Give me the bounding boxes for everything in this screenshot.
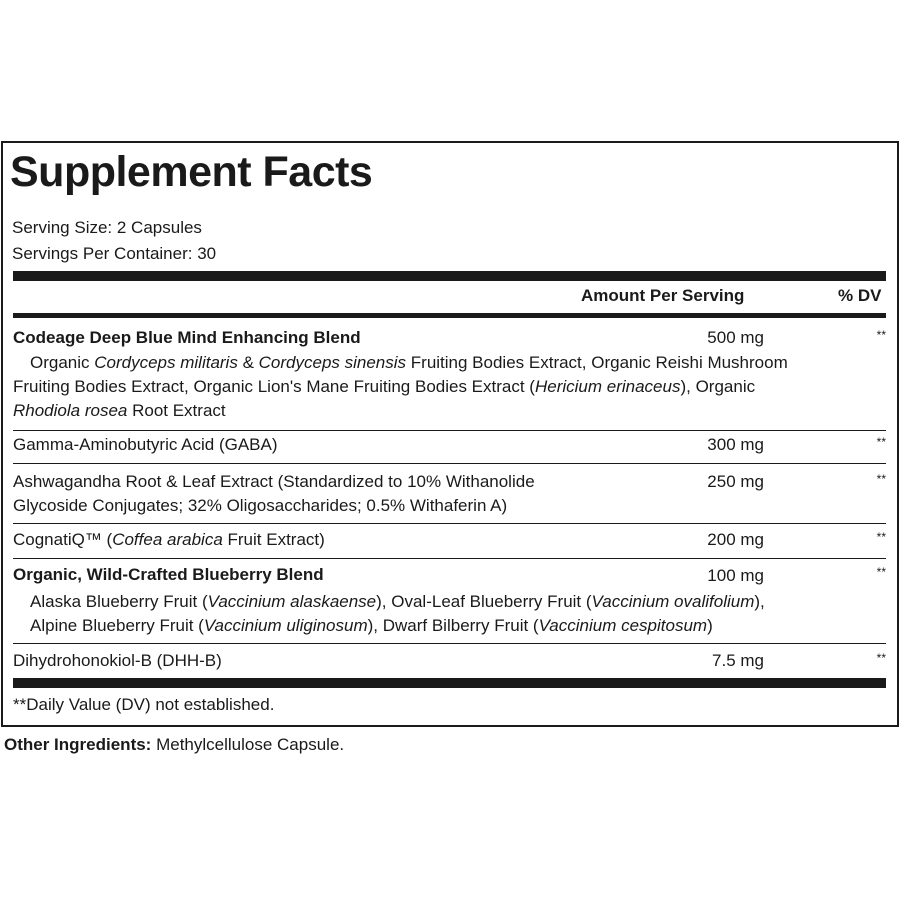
header-amount-per-serving: Amount Per Serving [581, 286, 745, 305]
row-divider [13, 463, 886, 464]
label-title: Supplement Facts [10, 148, 373, 196]
medium-divider [13, 313, 886, 318]
other-ingredients-value: Methylcellulose Capsule. [151, 735, 345, 754]
other-ingredients [4, 736, 344, 753]
ingredient-amount: 7.5 mg [712, 651, 764, 670]
ingredient-name: Gamma-Aminobutyric Acid (GABA) [13, 435, 278, 454]
servings-per-container: Servings Per Container: 30 [12, 244, 217, 263]
ingredient-amount: 100 mg [707, 566, 764, 585]
ingredient-dv: ** [876, 565, 886, 579]
blend-components-line: Organic Cordyceps militaris & Cordyceps sinensis Fruiting Bodies Extract, Organic Reishi Mushroom [30, 353, 788, 372]
ingredient-name: CognatiQ™ (Coffea arabica Fruit Extract) [13, 530, 325, 549]
ingredient-amount: 500 mg [707, 328, 764, 347]
ingredient-dv: ** [876, 435, 886, 449]
ingredient-name: Dihydrohonokiol-B (DHH-B) [13, 651, 222, 670]
blend-components [13, 351, 890, 423]
row-divider [13, 523, 886, 524]
ingredient-name-continued: Glycoside Conjugates; 32% Oligosaccharides; 0.5% Withaferin A) [13, 496, 508, 515]
thick-divider-top [13, 271, 886, 281]
ingredient-dv: ** [876, 530, 886, 544]
blend-components-line: Fruiting Bodies Extract, Organic Lion's Mane Fruiting Bodies Extract (Hericium erinaceus), Organic [13, 377, 756, 396]
header-percent-dv: % DV [838, 286, 882, 305]
ingredient-dv: ** [876, 328, 886, 342]
ingredient-amount: 200 mg [707, 530, 764, 549]
ingredient-name: Organic, Wild-Crafted Blueberry Blend [13, 565, 324, 584]
row-divider [13, 643, 886, 644]
ingredient-amount: 250 mg [707, 472, 764, 491]
blend-components [30, 590, 890, 638]
dv-footnote: **Daily Value (DV) not established. [13, 695, 275, 714]
serving-size: Serving Size: 2 Capsules [12, 218, 202, 237]
row-divider [13, 430, 886, 431]
ingredient-amount: 300 mg [707, 435, 764, 454]
ingredient-dv: ** [876, 651, 886, 665]
blend-components-line: Alaska Blueberry Fruit (Vaccinium alaskaense), Oval-Leaf Blueberry Fruit (Vaccinium ovalifolium), [30, 592, 765, 611]
ingredient-dv: ** [876, 472, 886, 486]
blend-components-line: Rhodiola rosea Root Extract [13, 401, 226, 420]
other-ingredients-label: Other Ingredients: [4, 735, 152, 754]
ingredient-name: Ashwagandha Root & Leaf Extract (Standardized to 10% Withanolide [13, 472, 535, 491]
row-divider [13, 558, 886, 559]
blend-components-line: Alpine Blueberry Fruit (Vaccinium uliginosum), Dwarf Bilberry Fruit (Vaccinium cespitosum) [30, 616, 713, 635]
thick-divider-bottom [13, 678, 886, 688]
ingredient-name: Codeage Deep Blue Mind Enhancing Blend [13, 328, 361, 347]
